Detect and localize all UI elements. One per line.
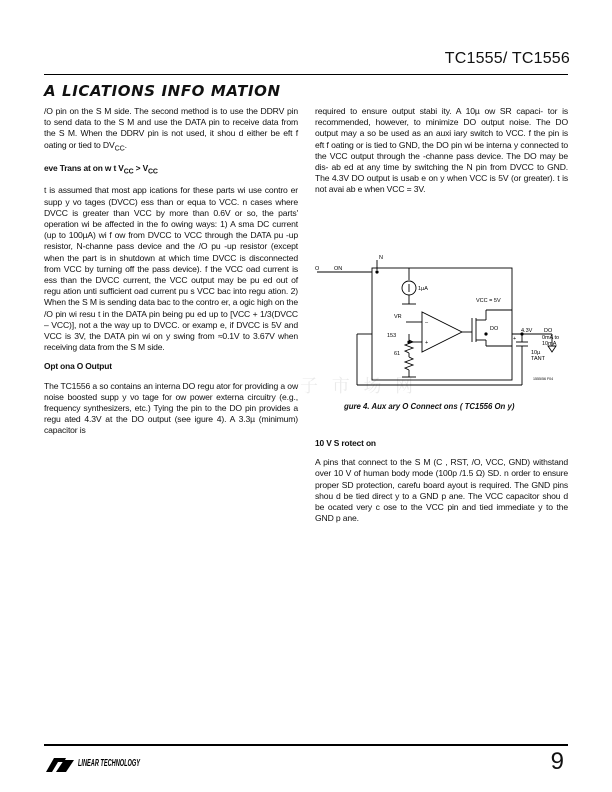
right-paragraph-1: required to ensure output stabi ity. A 10µ ow SR capaci- tor is recommended, however, to minimize DO output noise. The DO output may a so be used as an auxi iary switch to VCC. f the pin is eft f oating or is tied to GND, the DO pin wi be interna y connected to the VCC output through the -channe pass device. The DO may be dis- ab ed at any time by switching the N pin from DVCC to GND. The 4.3V DO output is usab e on y when VCC is 5V (or greater). t is not avai ab e when VCC = 3V. <box>315 106 568 195</box>
section-title: A LICATIONS INFO MATION <box>44 82 281 100</box>
opamp-icon <box>422 312 462 352</box>
load-label-2: 10mA <box>542 341 557 347</box>
right-column-top <box>315 106 568 204</box>
current-label: 1µA <box>418 286 428 292</box>
vr-label: VR <box>394 314 402 320</box>
pin-label-o: O <box>315 266 320 272</box>
figure-caption: gure 4. Aux ary O Connect ons ( TC1556 On y) <box>344 402 515 411</box>
footer-rule <box>44 744 568 746</box>
figure-ref: 1555/56 F04 <box>533 377 554 381</box>
cap-plus: + <box>513 336 517 342</box>
logo-text: LINEAR TECHNOLOGY <box>78 758 141 769</box>
resistor-153-label: 153 <box>387 333 397 339</box>
optional-ldo-heading: Opt ona O Output <box>44 361 112 372</box>
left-paragraph-2: t is assumed that most app ications for these parts wi use contro er supp y vo tages (DVCC) ess than or equa to VCC. n cases where DVCC is greater than VCC by more than 0.6V or so, the parts' operation wi be affected in the fo owing ways: 1) A sma DC current (up to 100µA) wi f ow from DVCC to VCC through the DATA pu -up resistor, N-channe pass device and the /O pu -up resistor (except when the part is in shutdown at which time DVCC is disconnected from VCC by turning off the pass device). f the VCC oad current is ess than the DVCC current, the VCC output may be pu ed out of regu ation unti sufficient oad current pu s VCC bac into regu ation. 2) When the S M is sending data bac to the contro er, a ogic high on the /O pin wi resu t in the DATA pin being pu ed up to [VCC + 1/3(DVCC – VCC)], not a the way up to DVCC. or examp e, if DVCC is 5V and VCC is 3V, the DATA pin wi on y swing from ≈0.1V to 3.67V when receiving data from the S M side. <box>44 185 298 353</box>
load-label-1: 0mA to <box>542 335 560 341</box>
ic-outline <box>372 268 512 380</box>
opamp-minus: – <box>425 320 429 326</box>
left-paragraph-1: /O pin on the S M side. The second method is to use the DDRV pin to send data to the S M and use the DATA pin to receive data from the S M. When the DDRV pin is not used, it shou d either be eft f oating or tied to $DV_{CC}$. <box>44 106 298 153</box>
pin-label-n: N <box>379 255 383 261</box>
opamp-plus: + <box>425 340 429 346</box>
vcc-label: VCC = 5V <box>476 298 501 304</box>
pin-label-on: ON <box>334 266 343 272</box>
page-number: 9 <box>550 748 564 775</box>
cap-label-2: TANT <box>531 356 545 362</box>
right-paragraph-2: A pins that connect to the S M (C , RST, /O, VCC, GND) withstand over 10 V of human body mode (100p /1.5 Ω) SD. n order to ensure proper SD protection, carefu board ayout is required. The GND pins shou d be tied direct y to a GND p ane. The VCC capacitor shou d be ocated very c ose to the VCC pin and tied immediate y to the GND p ane. <box>315 457 568 524</box>
watermark: 子 市 场 网 <box>300 376 418 397</box>
level-translation-heading: eve Trans at on w t $V_{CC} > V_{CC}$ <box>44 162 158 176</box>
left-column <box>44 106 298 445</box>
cap-label-1: 10µ <box>531 350 541 356</box>
header-rule <box>44 74 568 75</box>
linear-technology-logo <box>44 754 144 776</box>
do-pin-label: DO <box>490 326 499 332</box>
right-column-bottom <box>315 432 568 532</box>
document-header-title: TC1555/ TC1556 <box>444 50 570 67</box>
do-output-label: DO <box>544 328 553 334</box>
resistor-61-label: 61 <box>394 351 401 357</box>
voltage-label: 4.3V <box>521 328 533 334</box>
left-paragraph-3: The TC1556 a so contains an interna DO regu ator for providing a ow noise boosted supp y vo tage for ow power externa circuitry (e.g., frequency synthesizers, etc.) Tying the pin to the DO pin provides a regu ated 4.3V at the DO output (see igure 4). A 3.3µ (minimum) capacitor is <box>44 380 298 436</box>
esd-heading: 10 V S rotect on <box>315 438 376 448</box>
